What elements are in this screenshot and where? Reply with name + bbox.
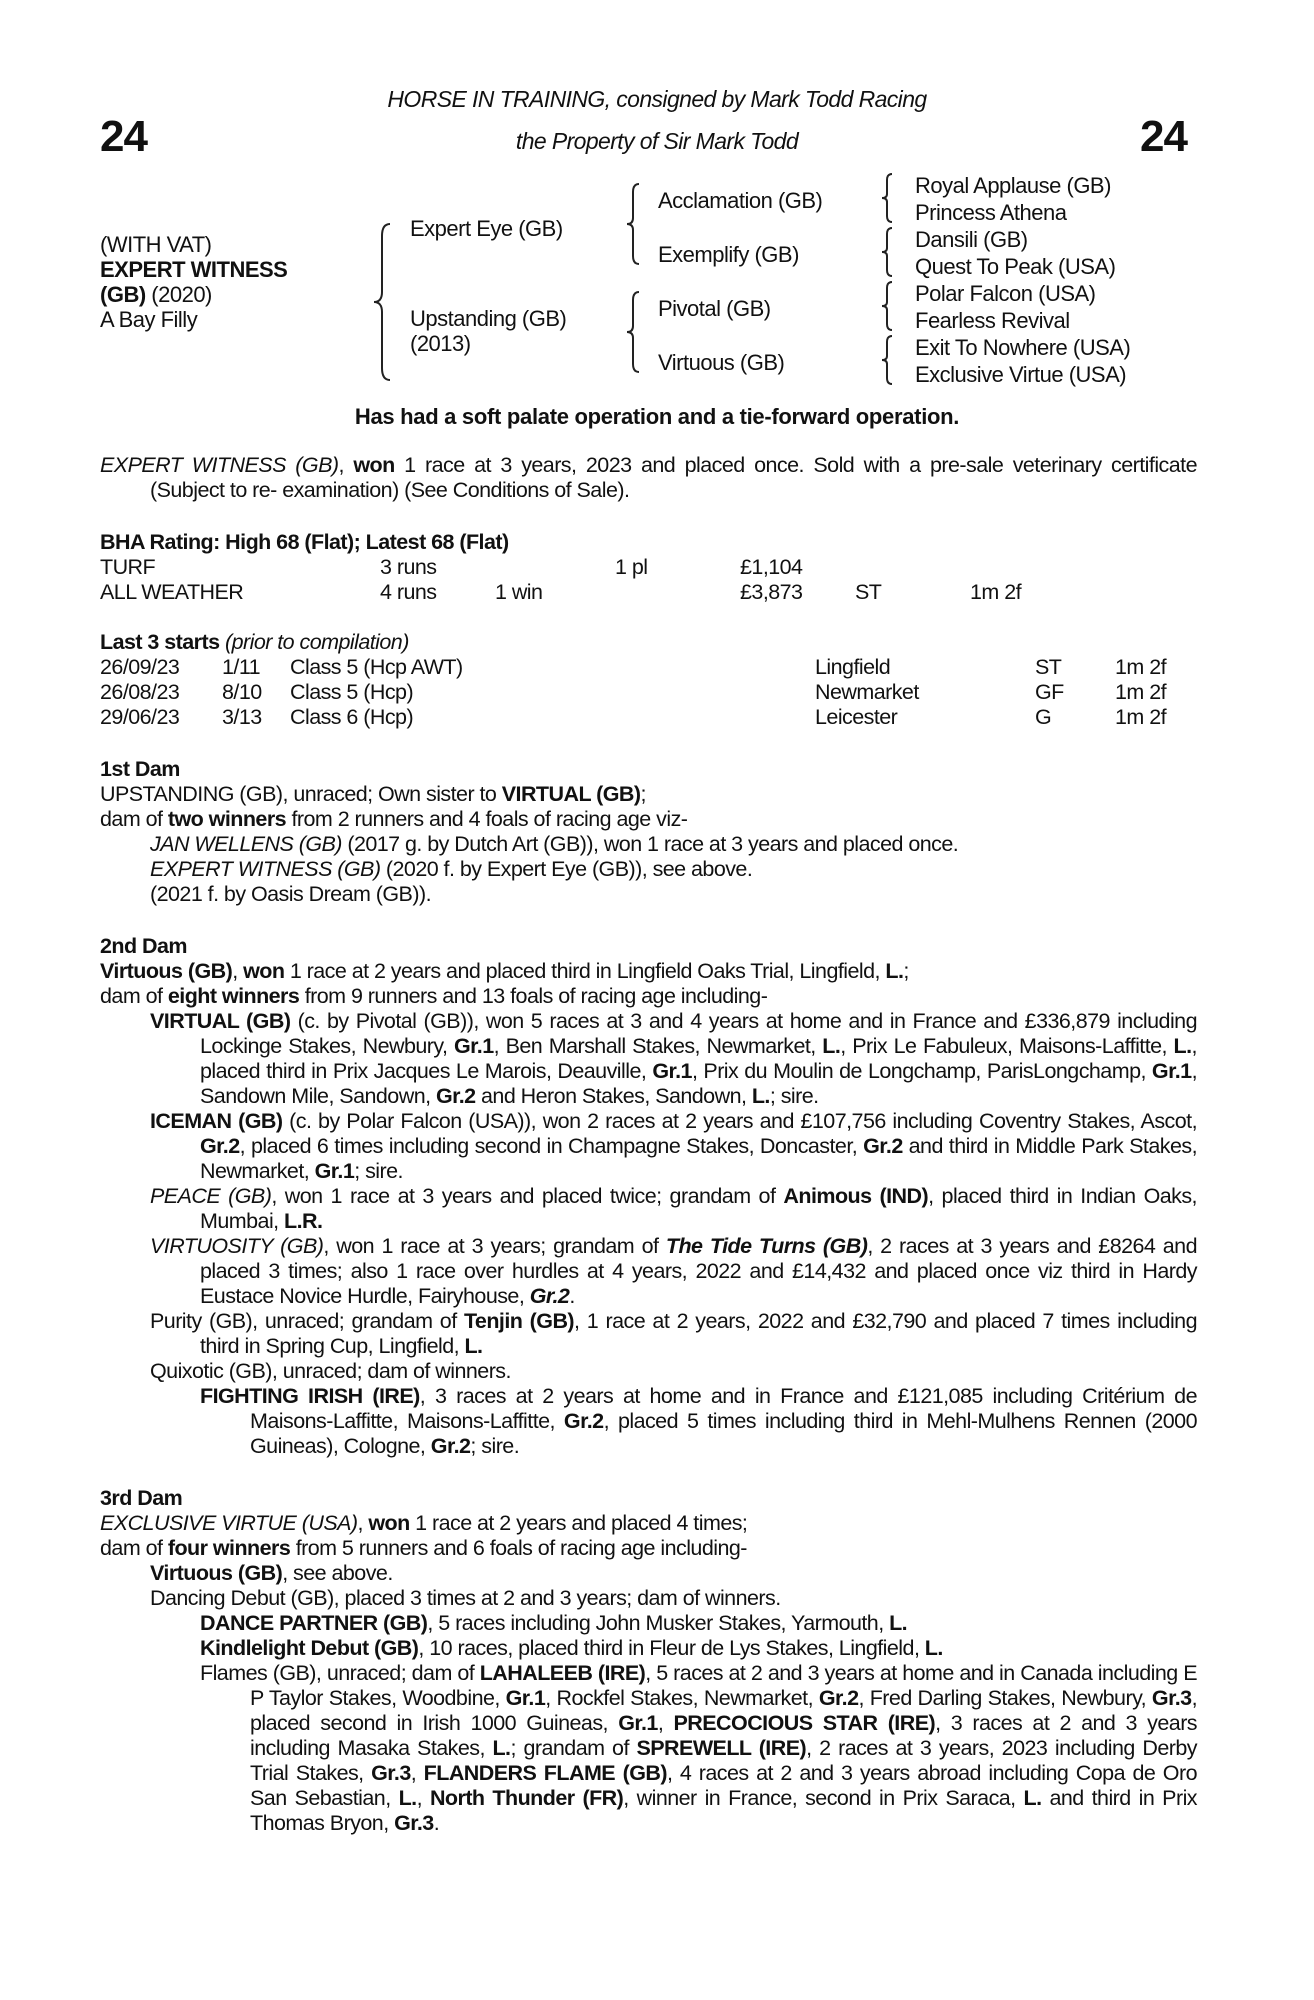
text: , 1 race at 2 years, 2022 and £32,790 and placed 7 times including third in Spring Cup, Lingfield,: [200, 1309, 1197, 1358]
winners-count: four winners: [167, 1536, 291, 1560]
surface: ALL WEATHER: [100, 580, 244, 604]
winners-count: two winners: [167, 807, 287, 831]
text: , placed third in Prix Jacques Le Marois, Deauville,: [200, 1034, 1197, 1083]
text: (2017 g. by Dutch Art (GB)), won 1 race at 3 years and placed once.: [341, 832, 959, 856]
text: ; grandam of: [510, 1736, 637, 1760]
dam-year: (2013): [410, 331, 471, 356]
first-dam-line1: [100, 782, 1197, 807]
sire-sire: Acclamation (GB): [658, 188, 823, 213]
race-grade: L.: [822, 1034, 841, 1058]
text: , Fred Darling Stakes, Newbury,: [858, 1686, 1152, 1710]
race-grade: L.: [751, 1084, 770, 1108]
start-going: G: [1035, 705, 1052, 729]
produce-entry-quixotic: Quixotic (GB), unraced; dam of winners.: [150, 1359, 511, 1383]
winners-count: eight winners: [167, 984, 300, 1008]
produce-entry: (2021 f. by Oasis Dream (GB)).: [150, 882, 431, 906]
won-label: won: [368, 1511, 410, 1535]
text: , placed 5 times including third in Mehl-Mulhens Rennen (2000 Guineas), Cologne,: [250, 1409, 1197, 1458]
horse-description: A Bay Filly: [100, 307, 198, 332]
text: , Ben Marshall Stakes, Newmarket,: [493, 1034, 823, 1058]
race-grade: L.: [924, 1636, 943, 1660]
text: (c. by Pivotal (GB)), won 5 races at 3 and 4 years at home and in France and £336,879 including Lockinge Stakes, Newbury,: [200, 1009, 1197, 1058]
race-grade: Gr.2: [200, 1134, 240, 1158]
prize: £3,873: [740, 580, 803, 604]
horse-name: EXPERT WITNESS: [100, 257, 288, 282]
horse-name: North Thunder (FR): [429, 1786, 624, 1810]
text: , 2 races at 3 years, 2023 including Derby Trial Stakes,: [250, 1736, 1197, 1785]
text: , 3 races at 2 and 3 years including Masaka Stakes,: [250, 1711, 1197, 1760]
going: ST: [855, 580, 882, 604]
lot-number-right: 24: [1140, 112, 1187, 161]
last-starts-subtitle: (prior to compilation): [224, 630, 409, 654]
first-dam-heading: 1st Dam: [100, 757, 180, 781]
produce-entry-flames: [100, 1661, 1197, 1836]
horse-country: (GB): [100, 282, 146, 307]
start-class: Class 6 (Hcp): [290, 705, 414, 729]
rating-row-turf: [100, 555, 1197, 580]
text: dam of: [100, 1536, 168, 1560]
catalogue-body: [100, 453, 1197, 1836]
text: , Prix Le Fabuleux, Maisons-Laffitte,: [840, 1034, 1174, 1058]
text: , won 1 race at 3 years and placed twice; grandam of: [271, 1184, 784, 1208]
text: Flames (GB), unraced; dam of: [200, 1661, 480, 1685]
produce-entry-dancing-debut: Dancing Debut (GB), placed 3 times at 2 and 3 years; dam of winners.: [150, 1586, 781, 1610]
dam-brace: [625, 290, 643, 374]
text: 1 race at 2 years and placed 4 times;: [409, 1511, 748, 1535]
race-grade: Gr.3: [1151, 1686, 1192, 1710]
text: from 2 runners and 4 foals of racing age viz-: [286, 807, 688, 831]
ggp-6: Fearless Revival: [915, 308, 1070, 333]
race-grade: L.: [1173, 1034, 1192, 1058]
produce-entry-fighting-irish: [100, 1384, 1197, 1459]
horse-identity: [100, 232, 287, 332]
text: , placed second in Irish 1000 Guineas,: [250, 1686, 1197, 1735]
first-dam-line2: [100, 807, 1197, 832]
produce-entry-peace: [100, 1184, 1197, 1234]
start-row: [100, 705, 1197, 730]
text: from 5 runners and 6 foals of racing age including-: [290, 1536, 747, 1560]
race-grade: Gr.1: [505, 1686, 546, 1710]
race-grade: L.: [885, 959, 904, 983]
text: ,: [357, 1511, 369, 1535]
rating-table: [100, 555, 1197, 605]
start-going: GF: [1035, 680, 1064, 704]
race-summary: [100, 453, 1197, 503]
race-grade: Gr.1: [314, 1159, 355, 1183]
horse-year: (2020): [151, 282, 212, 307]
summary-text: 1 race at 3 years, 2023 and placed once. Sold with a pre-sale veterinary certificate (Subject to re- examination) (See Conditions of Sale).: [150, 453, 1197, 502]
third-dam-heading: 3rd Dam: [100, 1486, 183, 1510]
start-position: 3/13: [222, 705, 262, 729]
second-dam-line1: [100, 959, 1197, 984]
race-grade: Gr.3: [394, 1811, 434, 1835]
rating-row-all-weather: [100, 580, 1197, 605]
text: , 10 races, placed third in Fleur de Lys Stakes, Lingfield,: [418, 1636, 925, 1660]
ggp-2: Princess Athena: [915, 200, 1067, 225]
start-distance: 1m 2f: [1115, 655, 1167, 679]
start-date: 26/09/23: [100, 655, 180, 679]
horse-name: Kindlelight Debut (GB): [200, 1636, 419, 1660]
ggp-8: Exclusive Virtue (USA): [915, 362, 1127, 387]
text: , Prix du Moulin de Longchamp, ParisLongchamp,: [691, 1059, 1152, 1083]
bha-rating: BHA Rating: High 68 (Flat); Latest 68 (Flat): [100, 530, 509, 554]
text: ,: [338, 453, 354, 477]
horse-name: JAN WELLENS (GB): [150, 832, 342, 856]
ggp-brace-3: [880, 280, 896, 332]
horse-name: PRECOCIOUS STAR (IRE): [673, 1711, 936, 1735]
text: and third in Prix Thomas Bryon,: [250, 1786, 1197, 1835]
text: ,: [657, 1711, 674, 1735]
produce-entry: [100, 857, 1197, 882]
text: ;: [903, 959, 909, 983]
placed: 1 pl: [615, 555, 648, 579]
text: .: [433, 1811, 440, 1835]
horse-name: Virtuous (GB): [100, 959, 233, 983]
horse-name: SPREWELL (IRE): [636, 1736, 807, 1760]
race-grade: Gr.1: [652, 1059, 692, 1083]
start-date: 26/08/23: [100, 680, 180, 704]
horse-name: VIRTUAL (GB): [501, 782, 641, 806]
start-position: 8/10: [222, 680, 262, 704]
start-class: Class 5 (Hcp): [290, 680, 414, 704]
horse-name: PEACE (GB): [150, 1184, 272, 1208]
race-grade: Gr.1: [453, 1034, 494, 1058]
text: ; sire.: [769, 1084, 819, 1108]
start-distance: 1m 2f: [1115, 680, 1167, 704]
text: , winner in France, second in Prix Saraca,: [623, 1786, 1024, 1810]
race-grade: Gr.1: [1151, 1059, 1192, 1083]
horse-name: Animous (IND): [783, 1184, 929, 1208]
start-position: 1/11: [222, 655, 261, 679]
text: 1 race at 2 years and placed third in Lingfield Oaks Trial, Lingfield,: [284, 959, 886, 983]
horse-name: VIRTUOSITY (GB): [150, 1234, 324, 1258]
race-grade: L.: [492, 1736, 511, 1760]
dam-dam: Virtuous (GB): [658, 350, 785, 375]
race-grade: Gr.1: [618, 1711, 658, 1735]
text: , see above.: [282, 1561, 393, 1585]
produce-entry: [100, 832, 1197, 857]
won-label: won: [243, 959, 285, 983]
text: and Heron Stakes, Sandown,: [475, 1084, 752, 1108]
sire-brace: [625, 182, 643, 266]
text: , placed 6 times including second in Champagne Stakes, Doncaster,: [239, 1134, 864, 1158]
horse-name: ICEMAN (GB): [150, 1109, 283, 1133]
start-course: Newmarket: [815, 680, 919, 704]
text: Purity (GB), unraced; grandam of: [150, 1309, 464, 1333]
text: , won 1 race at 3 years; grandam of: [323, 1234, 666, 1258]
wins: 1 win: [495, 580, 543, 604]
dam-sire: Pivotal (GB): [658, 296, 771, 321]
ggp-brace-4: [880, 334, 896, 386]
text: ,: [410, 1761, 424, 1785]
produce-entry-iceman: [100, 1109, 1197, 1184]
race-grade: L.: [464, 1334, 483, 1358]
pedigree-brace: [372, 222, 396, 382]
text: , placed third in Indian Oaks, Mumbai,: [200, 1184, 1197, 1233]
produce-entry-kindlelight: [100, 1636, 1197, 1661]
race-grade: Gr.2: [863, 1134, 903, 1158]
text: from 9 runners and 13 foals of racing age including-: [299, 984, 768, 1008]
text: UPSTANDING (GB), unraced; Own sister to: [100, 782, 502, 806]
start-date: 29/06/23: [100, 705, 180, 729]
text: , Sandown Mile, Sandown,: [200, 1059, 1197, 1108]
third-dam-line1: [100, 1511, 1197, 1536]
horse-name: LAHALEEB (IRE): [479, 1661, 646, 1685]
horse-name: FLANDERS FLAME (GB): [423, 1761, 667, 1785]
horse-name: VIRTUAL (GB): [150, 1009, 291, 1033]
race-grade: Gr.2: [435, 1084, 476, 1108]
race-grade: Gr.2: [563, 1409, 604, 1433]
horse-name: EXPERT WITNESS (GB): [150, 857, 381, 881]
text: .: [569, 1284, 575, 1308]
text: , 5 races including John Musker Stakes, Yarmouth,: [427, 1611, 890, 1635]
lot-number-left: 24: [100, 112, 147, 161]
text: , 2 races at 3 years and £8264 and placed 3 times; also 1 race over hurdles at 4 years, 2022 and £14,432 and placed once viz third in Hardy Eustace Novice Hurdle, Fairyhouse,: [200, 1234, 1197, 1308]
horse-name: Virtuous (GB): [150, 1561, 283, 1585]
race-grade: Gr.2: [818, 1686, 859, 1710]
race-grade: L.: [1023, 1786, 1042, 1810]
start-distance: 1m 2f: [1115, 705, 1167, 729]
last-starts-table: [100, 655, 1197, 730]
text: ;: [640, 782, 646, 806]
last-starts-title: Last 3 starts: [100, 630, 220, 654]
last-starts-heading: [100, 630, 1197, 655]
consignor-line: HORSE IN TRAINING, consigned by Mark Todd Racing: [387, 86, 927, 112]
start-course: Lingfield: [815, 655, 891, 679]
race-grade: Gr.3: [371, 1761, 411, 1785]
sire: Expert Eye (GB): [410, 216, 563, 241]
race-grade: L.R.: [284, 1209, 323, 1233]
horse-name: FIGHTING IRISH (IRE): [200, 1384, 420, 1408]
text: , Rockfel Stakes, Newmarket,: [545, 1686, 819, 1710]
sire-dam: Exemplify (GB): [658, 242, 799, 267]
text: ; sire.: [470, 1434, 520, 1458]
text: (c. by Polar Falcon (USA)), won 2 races at 2 years and £107,756 including Coventry Stakes, Ascot,: [282, 1109, 1197, 1133]
vat-label: (WITH VAT): [100, 232, 212, 257]
produce-entry-virtual: [100, 1009, 1197, 1109]
produce-entry-virtuosity: [100, 1234, 1197, 1309]
produce-entry-virtuous: [100, 1561, 1197, 1586]
text: dam of: [100, 984, 168, 1008]
text: dam of: [100, 807, 168, 831]
ggp-3: Dansili (GB): [915, 227, 1028, 252]
start-row: [100, 680, 1197, 705]
ggp-4: Quest To Peak (USA): [915, 254, 1116, 279]
horse-name: EXCLUSIVE VIRTUE (USA): [100, 1511, 358, 1535]
second-dam-heading: 2nd Dam: [100, 934, 187, 958]
race-grade: L.: [889, 1611, 908, 1635]
start-class: Class 5 (Hcp AWT): [290, 655, 463, 679]
third-dam-line2: [100, 1536, 1197, 1561]
runs: 4 runs: [380, 580, 437, 604]
operation-note: Has had a soft palate operation and a tie-forward operation.: [354, 404, 960, 429]
text: , 4 races at 2 and 3 years abroad including Copa de Oro San Sebastian,: [250, 1761, 1197, 1810]
text: , 3 races at 2 years at home and in France and £121,085 including Critérium de Maisons-Laffitte, Maisons-Laffitte,: [250, 1384, 1197, 1433]
property-line: the Property of Sir Mark Todd: [515, 128, 799, 154]
race-grade: L.: [398, 1786, 417, 1810]
race-grade: Gr.2: [430, 1434, 471, 1458]
second-dam-line2: [100, 984, 1197, 1009]
ggp-brace-1: [880, 172, 896, 224]
ggp-1: Royal Applause (GB): [915, 173, 1111, 198]
prize: £1,104: [740, 555, 803, 579]
produce-entry-purity: [100, 1309, 1197, 1359]
horse-name: DANCE PARTNER (GB): [200, 1611, 428, 1635]
text: ,: [232, 959, 244, 983]
great-grandparents: [915, 172, 1130, 388]
dam-name: Upstanding (GB): [410, 306, 567, 331]
horse-name: Tenjin (GB): [463, 1309, 575, 1333]
start-course: Leicester: [815, 705, 898, 729]
horse-name: The Tide Turns (GB): [665, 1234, 868, 1258]
ggp-5: Polar Falcon (USA): [915, 281, 1096, 306]
text: and third in Middle Park Stakes, Newmarket,: [200, 1134, 1197, 1183]
ggp-7: Exit To Nowhere (USA): [915, 335, 1131, 360]
start-row: [100, 655, 1197, 680]
text: , 5 races at 2 and 3 years at home and in Canada including E P Taylor Stakes, Woodbine,: [250, 1661, 1197, 1710]
distance: 1m 2f: [970, 580, 1022, 604]
text: ; sire.: [354, 1159, 403, 1183]
surface: TURF: [100, 555, 156, 579]
won-label: won: [353, 453, 395, 477]
start-going: ST: [1035, 655, 1062, 679]
text: ,: [416, 1786, 430, 1810]
ggp-brace-2: [880, 226, 896, 278]
summary-horse-name: EXPERT WITNESS (GB): [100, 453, 339, 477]
runs: 3 runs: [380, 555, 437, 579]
text: (2020 f. by Expert Eye (GB)), see above.: [380, 857, 753, 881]
race-grade: Gr.2: [529, 1284, 570, 1308]
produce-entry-dance-partner: [100, 1611, 1197, 1636]
